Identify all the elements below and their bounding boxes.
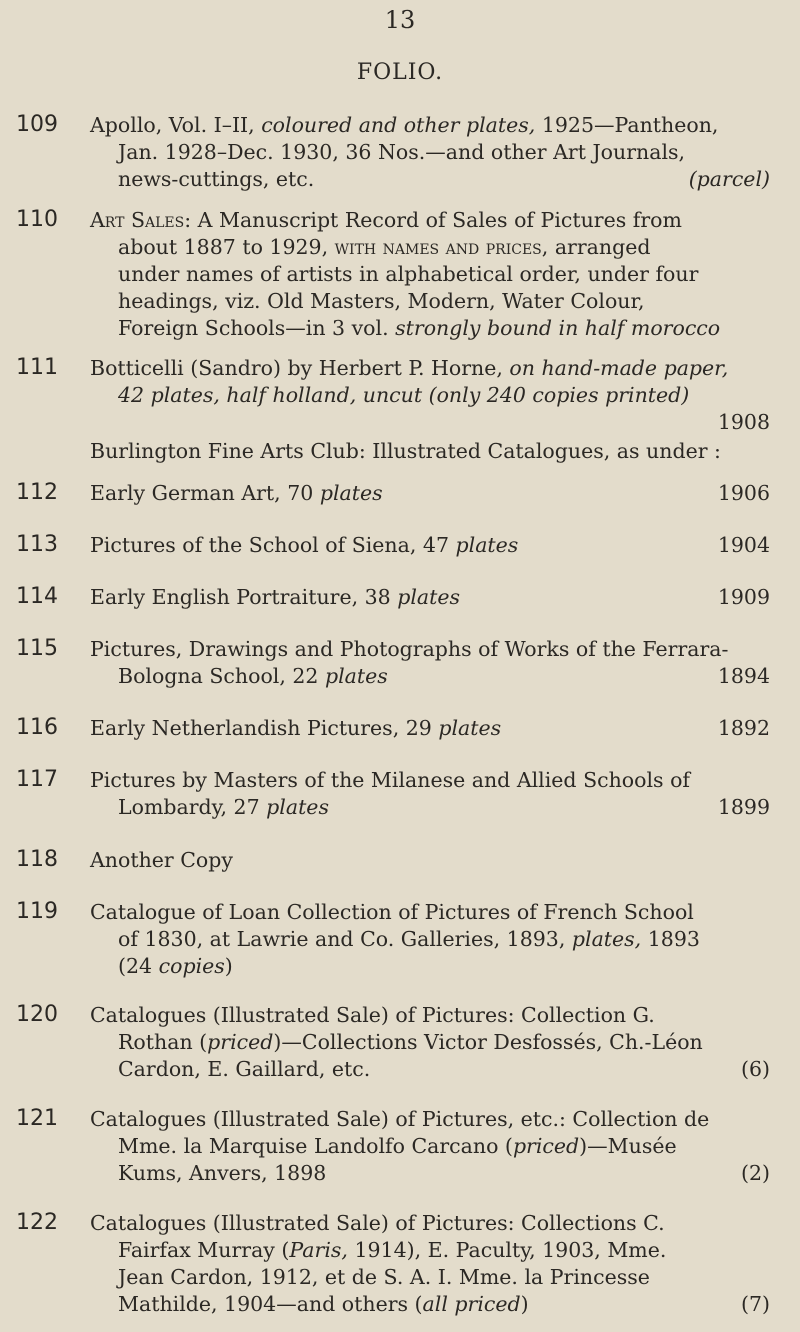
lot-text: Pictures by Masters of the Milanese and Allied Schools of — [90, 768, 691, 792]
lot-text: Mme. la Marquise Landolfo Carcano ( — [118, 1134, 513, 1158]
lot-text: 1914), E. Paculty, 1903, Mme. — [354, 1238, 667, 1262]
lot-number: 121 — [16, 1106, 58, 1131]
section-heading: FOLIO. — [356, 60, 444, 85]
lot-text: under names of artists in alphabetical order, under four — [118, 262, 699, 286]
lot-number: 114 — [16, 584, 58, 609]
lot-text: Burlington Fine Arts Club: Illustrated Catalogues, as under : — [90, 439, 721, 463]
lot-number: 110 — [16, 207, 58, 232]
lot-text: Lombardy, 27 — [118, 795, 260, 819]
lot-text: Catalogues (Illustrated Sale) of Pictures: Collections C. — [90, 1211, 665, 1235]
lot-text: Kums, Anvers, 1898 — [118, 1161, 327, 1185]
lot-text-italic: coloured and other plates, — [261, 113, 536, 137]
lot-text: 1893 — [647, 927, 700, 951]
lot-text: about 1887 to 1929, — [118, 235, 329, 259]
lot-text: Botticelli (Sandro) by Herbert P. Horne, — [90, 356, 503, 380]
lot-text: ) — [520, 1292, 529, 1316]
lot-text: Pictures, Drawings and Photographs of Works of the Ferrara- — [90, 637, 729, 661]
lot-text: Early German Art, 70 — [90, 481, 314, 505]
lot-year: 1892 — [717, 716, 770, 740]
lot-text-italic: 42 plates, half holland, uncut (only 240 copies printed) — [118, 383, 690, 407]
lot-text-italic: all priced — [422, 1292, 521, 1316]
lot-text: of 1830, at Lawrie and Co. Galleries, 1893, — [118, 927, 566, 951]
lot-text: Early Netherlandish Pictures, 29 — [90, 716, 432, 740]
lot-year: 1904 — [717, 533, 770, 557]
lot-text: Bologna School, 22 — [118, 664, 319, 688]
lot-text-italic: plates — [455, 533, 519, 557]
lot-text: 1925—Pantheon, — [541, 113, 719, 137]
lot-text-italic: copies — [158, 954, 225, 978]
lot-text: (24 — [118, 954, 153, 978]
lot-number: 112 — [16, 480, 58, 505]
lot-text-italic: plates — [319, 481, 383, 505]
lot-text: Jean Cardon, 1912, et de S. A. I. Mme. la Princesse — [118, 1265, 650, 1289]
lot-text: )—Musée — [579, 1134, 677, 1158]
lot-text: Apollo, Vol. I–II, — [90, 113, 255, 137]
lot-text: Early English Portraiture, 38 — [90, 585, 391, 609]
lot-text: Mathilde, 1904—and others ( — [118, 1292, 423, 1316]
lot-number: 116 — [16, 715, 58, 740]
lot-quantity: (6) — [740, 1057, 770, 1081]
lot-number: 109 — [16, 112, 58, 137]
lot-text: )—Collections Victor Desfossés, Ch.-Léon — [273, 1030, 703, 1054]
lot-number: 120 — [16, 1002, 58, 1027]
lot-number: 117 — [16, 767, 58, 792]
lot-number: 122 — [16, 1210, 58, 1235]
lot-text-italic: priced — [207, 1030, 274, 1054]
lot-quantity: (7) — [740, 1292, 770, 1316]
lot-year: 1906 — [717, 481, 770, 505]
lot-text: Foreign Schools—in 3 vol. — [118, 316, 389, 340]
lot-text: news-cuttings, etc. — [118, 167, 315, 191]
lot-text: Catalogues (Illustrated Sale) of Pictures: Collection G. — [90, 1003, 655, 1027]
lot-text-italic: strongly bound in half morocco — [395, 316, 721, 340]
lot-text-italic: plates — [397, 585, 461, 609]
lot-number: 119 — [16, 899, 58, 924]
lot-year: 1899 — [717, 795, 770, 819]
lot-text-italic: plates — [266, 795, 329, 819]
lot-quantity: (parcel) — [688, 167, 770, 191]
lot-text: ) — [224, 954, 233, 978]
lot-text-italic: plates — [325, 664, 388, 688]
lot-number: 113 — [16, 532, 58, 557]
lot-text-italic: on hand-made paper, — [509, 356, 729, 380]
lot-text-italic: plates, — [571, 927, 642, 951]
lot-number: 118 — [16, 847, 58, 872]
lot-text: arranged — [554, 235, 651, 259]
lot-text: Pictures of the School of Siena, 47 — [90, 533, 449, 557]
lot-text: Another Copy — [90, 848, 233, 872]
lot-text: Rothan ( — [118, 1030, 208, 1054]
lot-number: 115 — [16, 636, 58, 661]
page-number: 13 — [384, 6, 416, 34]
lot-text-italic: priced — [512, 1134, 580, 1158]
lot-quantity: (2) — [740, 1161, 770, 1185]
lot-text: : A Manuscript Record of Sales of Pictures from — [184, 208, 682, 232]
lot-text: Fairfax Murray ( — [118, 1238, 290, 1262]
lot-text: headings, viz. Old Masters, Modern, Water Colour, — [118, 289, 645, 313]
lot-text-italic: plates — [438, 716, 502, 740]
lot-text: Catalogue of Loan Collection of Pictures of French School — [90, 900, 694, 924]
lot-text: Catalogues (Illustrated Sale) of Pictures, etc.: Collection de — [90, 1107, 710, 1131]
lot-text-italic: Paris, — [289, 1238, 348, 1262]
lot-text: Art Sales — [90, 208, 185, 232]
lot-year: 1909 — [717, 585, 770, 609]
lot-text: with names and prices, — [334, 235, 549, 259]
lot-year: 1908 — [717, 410, 770, 434]
lot-number: 111 — [16, 355, 58, 380]
lot-year: 1894 — [717, 664, 770, 688]
lot-text: Jan. 1928–Dec. 1930, 36 Nos.—and other Art Journals, — [118, 140, 686, 164]
lot-text: Cardon, E. Gaillard, etc. — [118, 1057, 371, 1081]
